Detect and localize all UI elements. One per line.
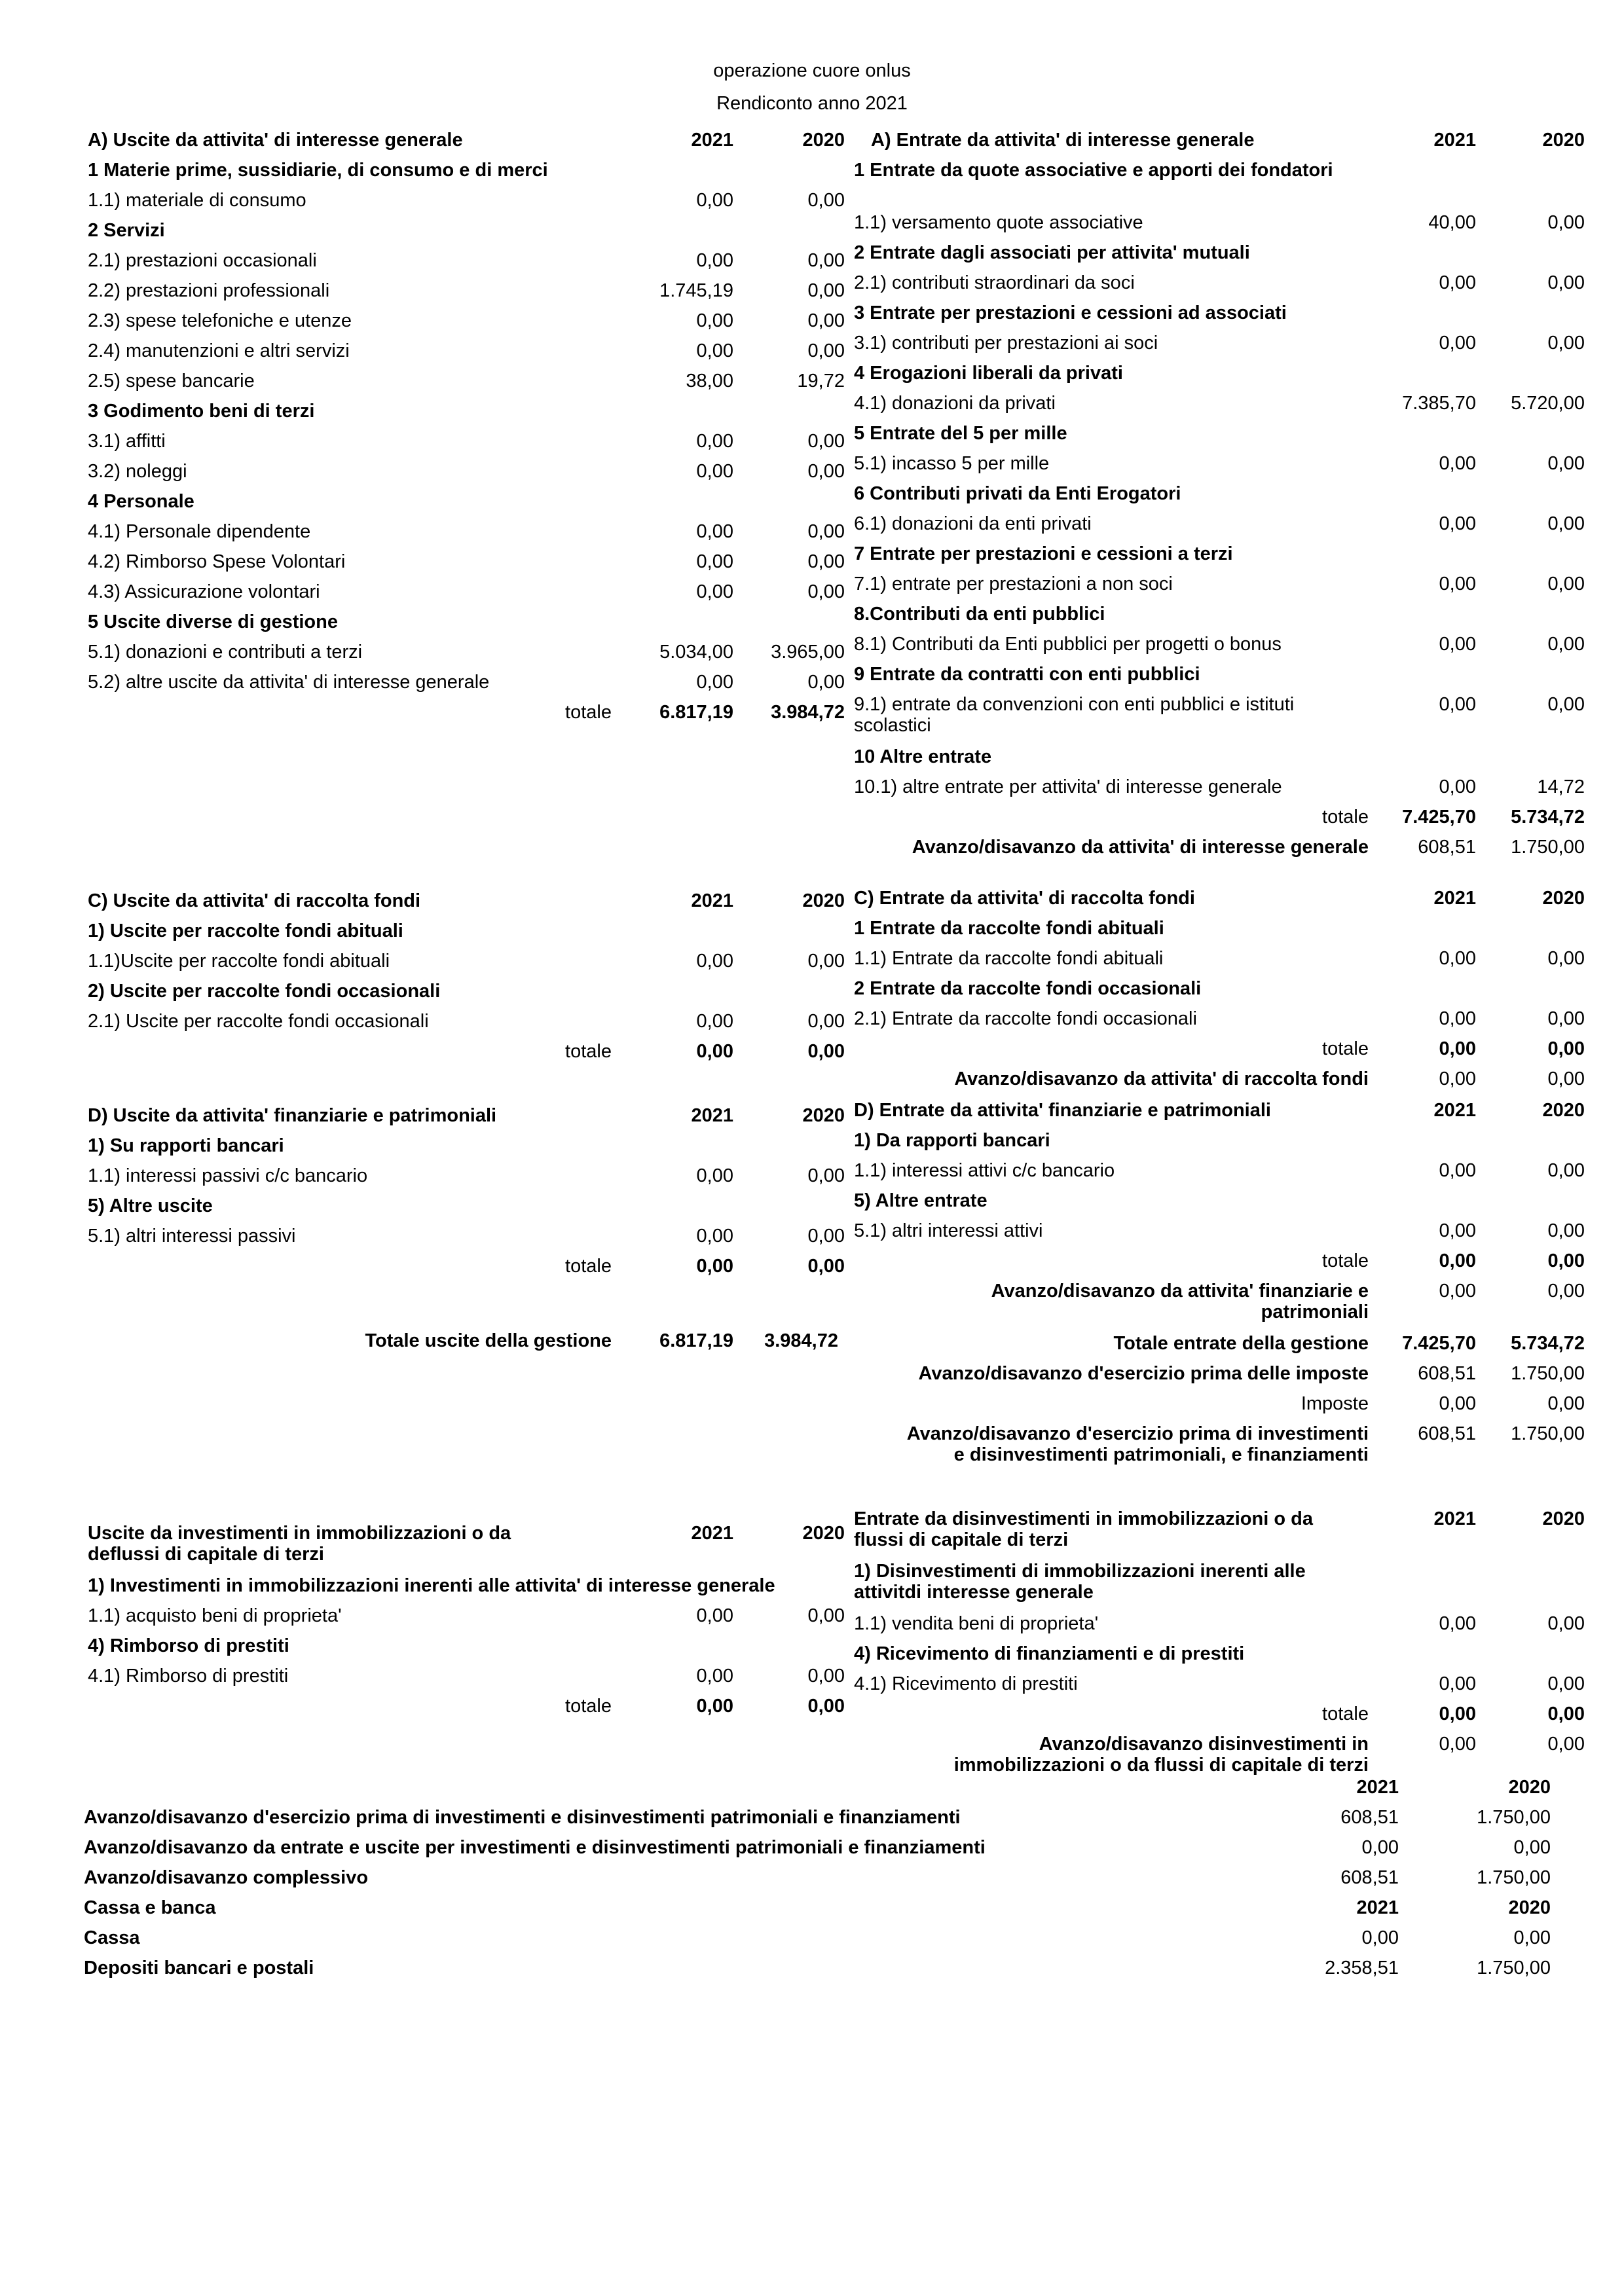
table-row: 5.1) altri interessi passivi 0,00 0,00 xyxy=(88,1226,845,1247)
group-heading: 2 Servizi xyxy=(88,220,165,241)
group-heading: 1 Entrate da quote associative e apporti dei fondatori xyxy=(854,160,1333,181)
imposte-row: Imposte 0,00 0,00 xyxy=(1301,1393,1585,1414)
group-heading: 5 Entrate del 5 per mille xyxy=(854,423,1067,444)
group-heading: 3 Entrate per prestazioni e cessioni ad associati xyxy=(854,302,1287,323)
avanzo-row: Avanzo/disavanzo da attivita' di interesse generale 608,51 1.750,00 xyxy=(912,837,1585,858)
table-row: 4.2) Rimborso Spese Volontari 0,00 0,00 xyxy=(88,551,845,572)
table-row: 1.1) interessi attivi c/c bancario 0,00 0,00 xyxy=(854,1160,1585,1181)
table-row: 4.1) Personale dipendente 0,00 0,00 xyxy=(88,521,845,542)
table-row: 9.1) entrate da convenzioni con enti pubblici e istituti scolastici 0,00 0,00 xyxy=(854,694,1585,736)
group-heading: 1) Uscite per raccolte fondi abituali xyxy=(88,920,403,941)
group-heading: 6 Contributi privati da Enti Erogatori xyxy=(854,483,1181,504)
group-heading: 1) Su rapporti bancari xyxy=(88,1135,284,1156)
table-row: 3.1) contributi per prestazioni ai soci 0,00 0,00 xyxy=(854,333,1585,354)
summary-block xyxy=(84,1772,1551,1982)
summary-row: Avanzo/disavanzo da entrate e uscite per investimenti e disinvestimenti patrimoniali e finanziamenti 0,00 0,00 xyxy=(84,1837,1551,1858)
group-heading: 2 Entrate dagli associati per attivita' mutuali xyxy=(854,242,1250,263)
table-row: 2.1) contributi straordinari da soci 0,00 0,00 xyxy=(854,272,1585,293)
total-row: totale 0,00 0,00 xyxy=(565,1696,845,1717)
table-row: 2.5) spese bancarie 38,00 19,72 xyxy=(88,371,845,392)
grand-total-row: Totale uscite della gestione 6.817,19 3.984,72 xyxy=(365,1330,838,1351)
table-row: 4.1) Ricevimento di prestiti 0,00 0,00 xyxy=(854,1673,1585,1694)
group-heading: 2) Uscite per raccolte fondi occasionali xyxy=(88,981,441,1002)
report-title: Rendiconto anno 2021 xyxy=(716,93,908,114)
avanzo-row: Avanzo/disavanzo disinvestimenti in immobilizzazioni o da flussi di capitale di terzi 0,00 0,00 xyxy=(953,1734,1585,1776)
section-header: C) Uscite da attivita' di raccolta fondi 2021 2020 xyxy=(88,890,845,911)
table-row: 2.1) Entrate da raccolte fondi occasionali 0,00 0,00 xyxy=(854,1008,1585,1029)
table-row: 4.1) donazioni da privati 7.385,70 5.720,00 xyxy=(854,393,1585,414)
section-d-entrate xyxy=(854,1095,1585,1493)
pre-tax-row: Avanzo/disavanzo d'esercizio prima delle imposte 608,51 1.750,00 xyxy=(918,1363,1585,1384)
table-row: 2.1) Uscite per raccolte fondi occasionali 0,00 0,00 xyxy=(88,1011,845,1032)
total-row: totale 6.817,19 3.984,72 xyxy=(565,702,845,723)
table-row: 10.1) altre entrate per attivita' di interesse generale 0,00 14,72 xyxy=(854,776,1585,797)
table-row: 2.2) prestazioni professionali 1.745,19 0,00 xyxy=(88,280,845,301)
group-heading: 9 Entrate da contratti con enti pubblici xyxy=(854,664,1200,685)
cassa-header: Cassa e banca 2021 2020 xyxy=(84,1897,1551,1918)
table-row: 3.1) affitti 0,00 0,00 xyxy=(88,431,845,452)
table-row: 1.1)Uscite per raccolte fondi abituali 0,00 0,00 xyxy=(88,951,845,972)
total-row: totale 0,00 0,00 xyxy=(1322,1250,1585,1271)
table-row: 1.1) interessi passivi c/c bancario 0,00 0,00 xyxy=(88,1165,845,1186)
table-row: 3.2) noleggi 0,00 0,00 xyxy=(88,461,845,482)
org-name: operazione cuore onlus xyxy=(713,60,911,81)
table-row: 5.1) altri interessi attivi 0,00 0,00 xyxy=(854,1220,1585,1241)
table-row: 2.3) spese telefoniche e utenze 0,00 0,00 xyxy=(88,310,845,331)
group-heading: 4) Ricevimento di finanziamenti e di prestiti xyxy=(854,1643,1245,1664)
group-heading: 4 Erogazioni liberali da privati xyxy=(854,363,1123,384)
section-investimenti-uscite xyxy=(88,1518,845,1721)
table-row: 6.1) donazioni da enti privati 0,00 0,00 xyxy=(854,513,1585,534)
pre-investimenti-row: Avanzo/disavanzo d'esercizio prima di investimenti e disinvestimenti patrimoniali, e finanziamenti 608,51 1.750,00 xyxy=(906,1423,1585,1465)
table-row: 4.3) Assicurazione volontari 0,00 0,00 xyxy=(88,581,845,602)
group-heading: 5 Uscite diverse di gestione xyxy=(88,611,338,632)
group-heading: 1) Investimenti in immobilizzazioni inerenti alle attivita' di interesse generale xyxy=(88,1575,775,1596)
group-heading: 4) Rimborso di prestiti xyxy=(88,1635,289,1656)
total-row: totale 0,00 0,00 xyxy=(565,1256,845,1277)
section-c-uscite xyxy=(88,885,845,1066)
total-row: totale 0,00 0,00 xyxy=(1322,1038,1585,1059)
table-row: 5.1) incasso 5 per mille 0,00 0,00 xyxy=(854,453,1585,474)
group-heading: 1 Entrate da raccolte fondi abituali xyxy=(854,918,1164,939)
table-row: 5.2) altre uscite da attivita' di interesse generale 0,00 0,00 xyxy=(88,672,845,693)
summary-row: Avanzo/disavanzo d'esercizio prima di investimenti e disinvestimenti patrimoniali e finanziamenti 608,51 1.750,00 xyxy=(84,1807,1551,1828)
table-row: 4.1) Rimborso di prestiti 0,00 0,00 xyxy=(88,1666,845,1686)
total-row: totale 7.425,70 5.734,72 xyxy=(1322,807,1585,828)
section-investimenti-entrate xyxy=(854,1503,1585,1781)
section-header: A) Entrate da attivita' di interesse generale 2021 2020 xyxy=(871,130,1585,151)
section-header: Uscite da investimenti in immobilizzazioni o da deflussi di capitale di terzi 2021 2020 xyxy=(88,1523,845,1565)
table-row: 1.1) acquisto beni di proprieta' 0,00 0,00 xyxy=(88,1605,845,1626)
table-row: 1.1) materiale di consumo 0,00 0,00 xyxy=(88,190,845,211)
section-a-uscite xyxy=(88,124,845,727)
total-row: totale 0,00 0,00 xyxy=(1322,1704,1585,1724)
group-heading: 2 Entrate da raccolte fondi occasionali xyxy=(854,978,1202,999)
section-d-uscite xyxy=(88,1100,845,1355)
avanzo-row: Avanzo/disavanzo da attivita' finanziarie e patrimoniali 0,00 0,00 xyxy=(991,1281,1585,1322)
section-header: Entrate da disinvestimenti in immobilizzazioni o da flussi di capitale di terzi 2021 2020 xyxy=(854,1508,1585,1550)
section-header: A) Uscite da attivita' di interesse generale 2021 2020 xyxy=(88,130,845,151)
summary-row: Avanzo/disavanzo complessivo 608,51 1.750,00 xyxy=(84,1867,1551,1888)
group-heading: 5) Altre entrate xyxy=(854,1190,987,1211)
group-heading: 10 Altre entrate xyxy=(854,746,992,767)
table-row: 1.1) Entrate da raccolte fondi abituali 0,00 0,00 xyxy=(854,948,1585,969)
table-row: 1.1) versamento quote associative 40,00 0,00 xyxy=(854,212,1585,233)
section-header: D) Entrate da attivita' finanziarie e patrimoniali 2021 2020 xyxy=(854,1100,1585,1121)
group-heading: 1) Disinvestimenti di immobilizzazioni inerenti alle attivitdi interesse generale xyxy=(854,1561,1306,1603)
table-row: 2.4) manutenzioni e altri servizi 0,00 0,00 xyxy=(88,340,845,361)
cassa-row: Depositi bancari e postali 2.358,51 1.750,00 xyxy=(84,1958,1551,1978)
table-row: 8.1) Contributi da Enti pubblici per progetti o bonus 0,00 0,00 xyxy=(854,634,1585,655)
group-heading: 5) Altre uscite xyxy=(88,1195,213,1216)
group-heading: 8.Contributi da enti pubblici xyxy=(854,604,1105,625)
table-row: 1.1) vendita beni di proprieta' 0,00 0,00 xyxy=(854,1613,1585,1634)
total-row: totale 0,00 0,00 xyxy=(565,1041,845,1062)
table-row: 2.1) prestazioni occasionali 0,00 0,00 xyxy=(88,250,845,271)
group-heading: 3 Godimento beni di terzi xyxy=(88,401,315,422)
group-heading: 7 Entrate per prestazioni e cessioni a terzi xyxy=(854,543,1233,564)
group-heading: 4 Personale xyxy=(88,491,194,512)
table-row: 7.1) entrate per prestazioni a non soci 0,00 0,00 xyxy=(854,574,1585,594)
summary-header: 2021 2020 xyxy=(1356,1777,1551,1798)
group-heading: 1) Da rapporti bancari xyxy=(854,1130,1050,1151)
section-a-entrate xyxy=(854,124,1585,862)
table-row: 5.1) donazioni e contributi a terzi 5.034,00 3.965,00 xyxy=(88,642,845,663)
cassa-row: Cassa 0,00 0,00 xyxy=(84,1927,1551,1948)
page-header xyxy=(0,54,1624,120)
grand-total-row: Totale entrate della gestione 7.425,70 5.734,72 xyxy=(1113,1333,1585,1354)
avanzo-row: Avanzo/disavanzo da attivita' di raccolta fondi 0,00 0,00 xyxy=(954,1068,1585,1089)
section-header: D) Uscite da attivita' finanziarie e patrimoniali 2021 2020 xyxy=(88,1105,845,1126)
group-heading: 1 Materie prime, sussidiarie, di consumo e di merci xyxy=(88,160,548,181)
section-c-entrate xyxy=(854,883,1585,1093)
section-header: C) Entrate da attivita' di raccolta fondi 2021 2020 xyxy=(854,888,1585,909)
